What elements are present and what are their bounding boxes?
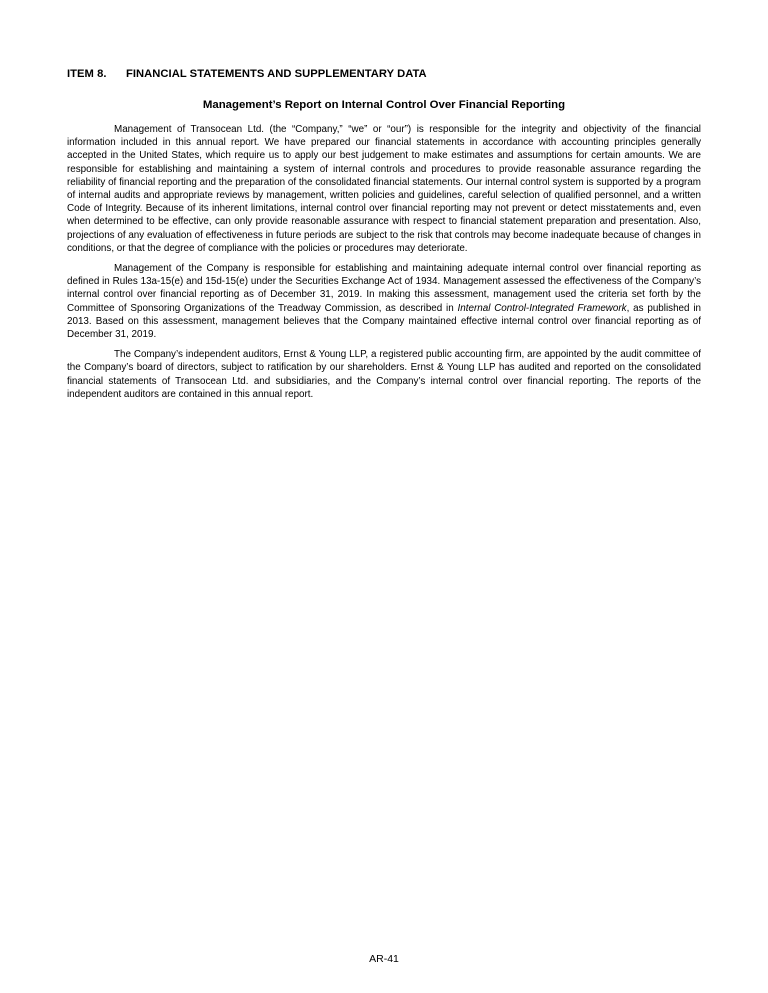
item-title: FINANCIAL STATEMENTS AND SUPPLEMENTARY DATA	[126, 68, 427, 80]
item-number: ITEM 8.	[67, 68, 107, 80]
report-title: Management’s Report on Internal Control Over Financial Reporting	[202, 99, 566, 111]
paragraph-assessment-text-start: Management of the Company is responsible for establishing and maintaining adequate internal control over financial reporting as defined in Rules 13a-15(e) and 15d-15(e) under the Securities Exchange Act of 1934. Management assessed the effectiveness of the Company’s internal control over financial reporting as of December 31, 2019. In making this assessment, management used the criteria set forth by the Committee of Sponsoring Organizations of the Treadway Commission, as described in	[67, 263, 701, 314]
paragraph-auditors: The Company’s independent auditors, Ernst & Young LLP, a registered public accounting firm, are appointed by the audit committee of the Company’s board of directors, subject to ratification by our shareholders. Ernst & Young LLP has audited and reported on the consolidated financial statements of Transocean Ltd. and subsidiaries, and the Company’s internal control over financial reporting. The reports of the independent auditors are contained in this annual report.	[67, 349, 701, 400]
paragraph-assessment	[67, 262, 701, 341]
paragraph-responsibility: Management of Transocean Ltd. (the “Company,” “we” or “our”) is responsible for the integrity and objectivity of the financial information included in this annual report. We have prepared our financial statements in accordance with accounting principles generally accepted in the United States, which require us to apply our best judgement to make estimates and assumptions for certain amounts. We are responsible for establishing and maintaining a system of internal controls and procedures to provide reasonable assurance regarding the reliability of financial reporting and the preparation of the consolidated financial statements. Our internal control system is supported by a program of internal audits and appropriate reviews by management, written policies and guidelines, careful selection of qualified personnel, and a written Code of Integrity. Because of its inherent limitations, internal control over financial reporting may not prevent or detect misstatements and, even when determined to be effective, can only provide reasonable assurance with respect to financial statement preparation and presentation. Also, projections of any evaluation of effectiveness in future periods are subject to the risk that controls may become inadequate because of changes in conditions, or that the degree of compliance with the policies or procedures may deteriorate.	[67, 124, 701, 254]
framework-name: Internal Control-Integrated Framework	[457, 302, 627, 314]
paragraph-assessment-text-end: , as published in 2013. Based on this assessment, management believes that the Company maintained effective internal control over financial reporting as of December 31, 2019.	[67, 302, 701, 341]
report-body	[67, 123, 701, 408]
page-number: AR-41	[369, 953, 399, 965]
item-heading	[67, 68, 427, 80]
